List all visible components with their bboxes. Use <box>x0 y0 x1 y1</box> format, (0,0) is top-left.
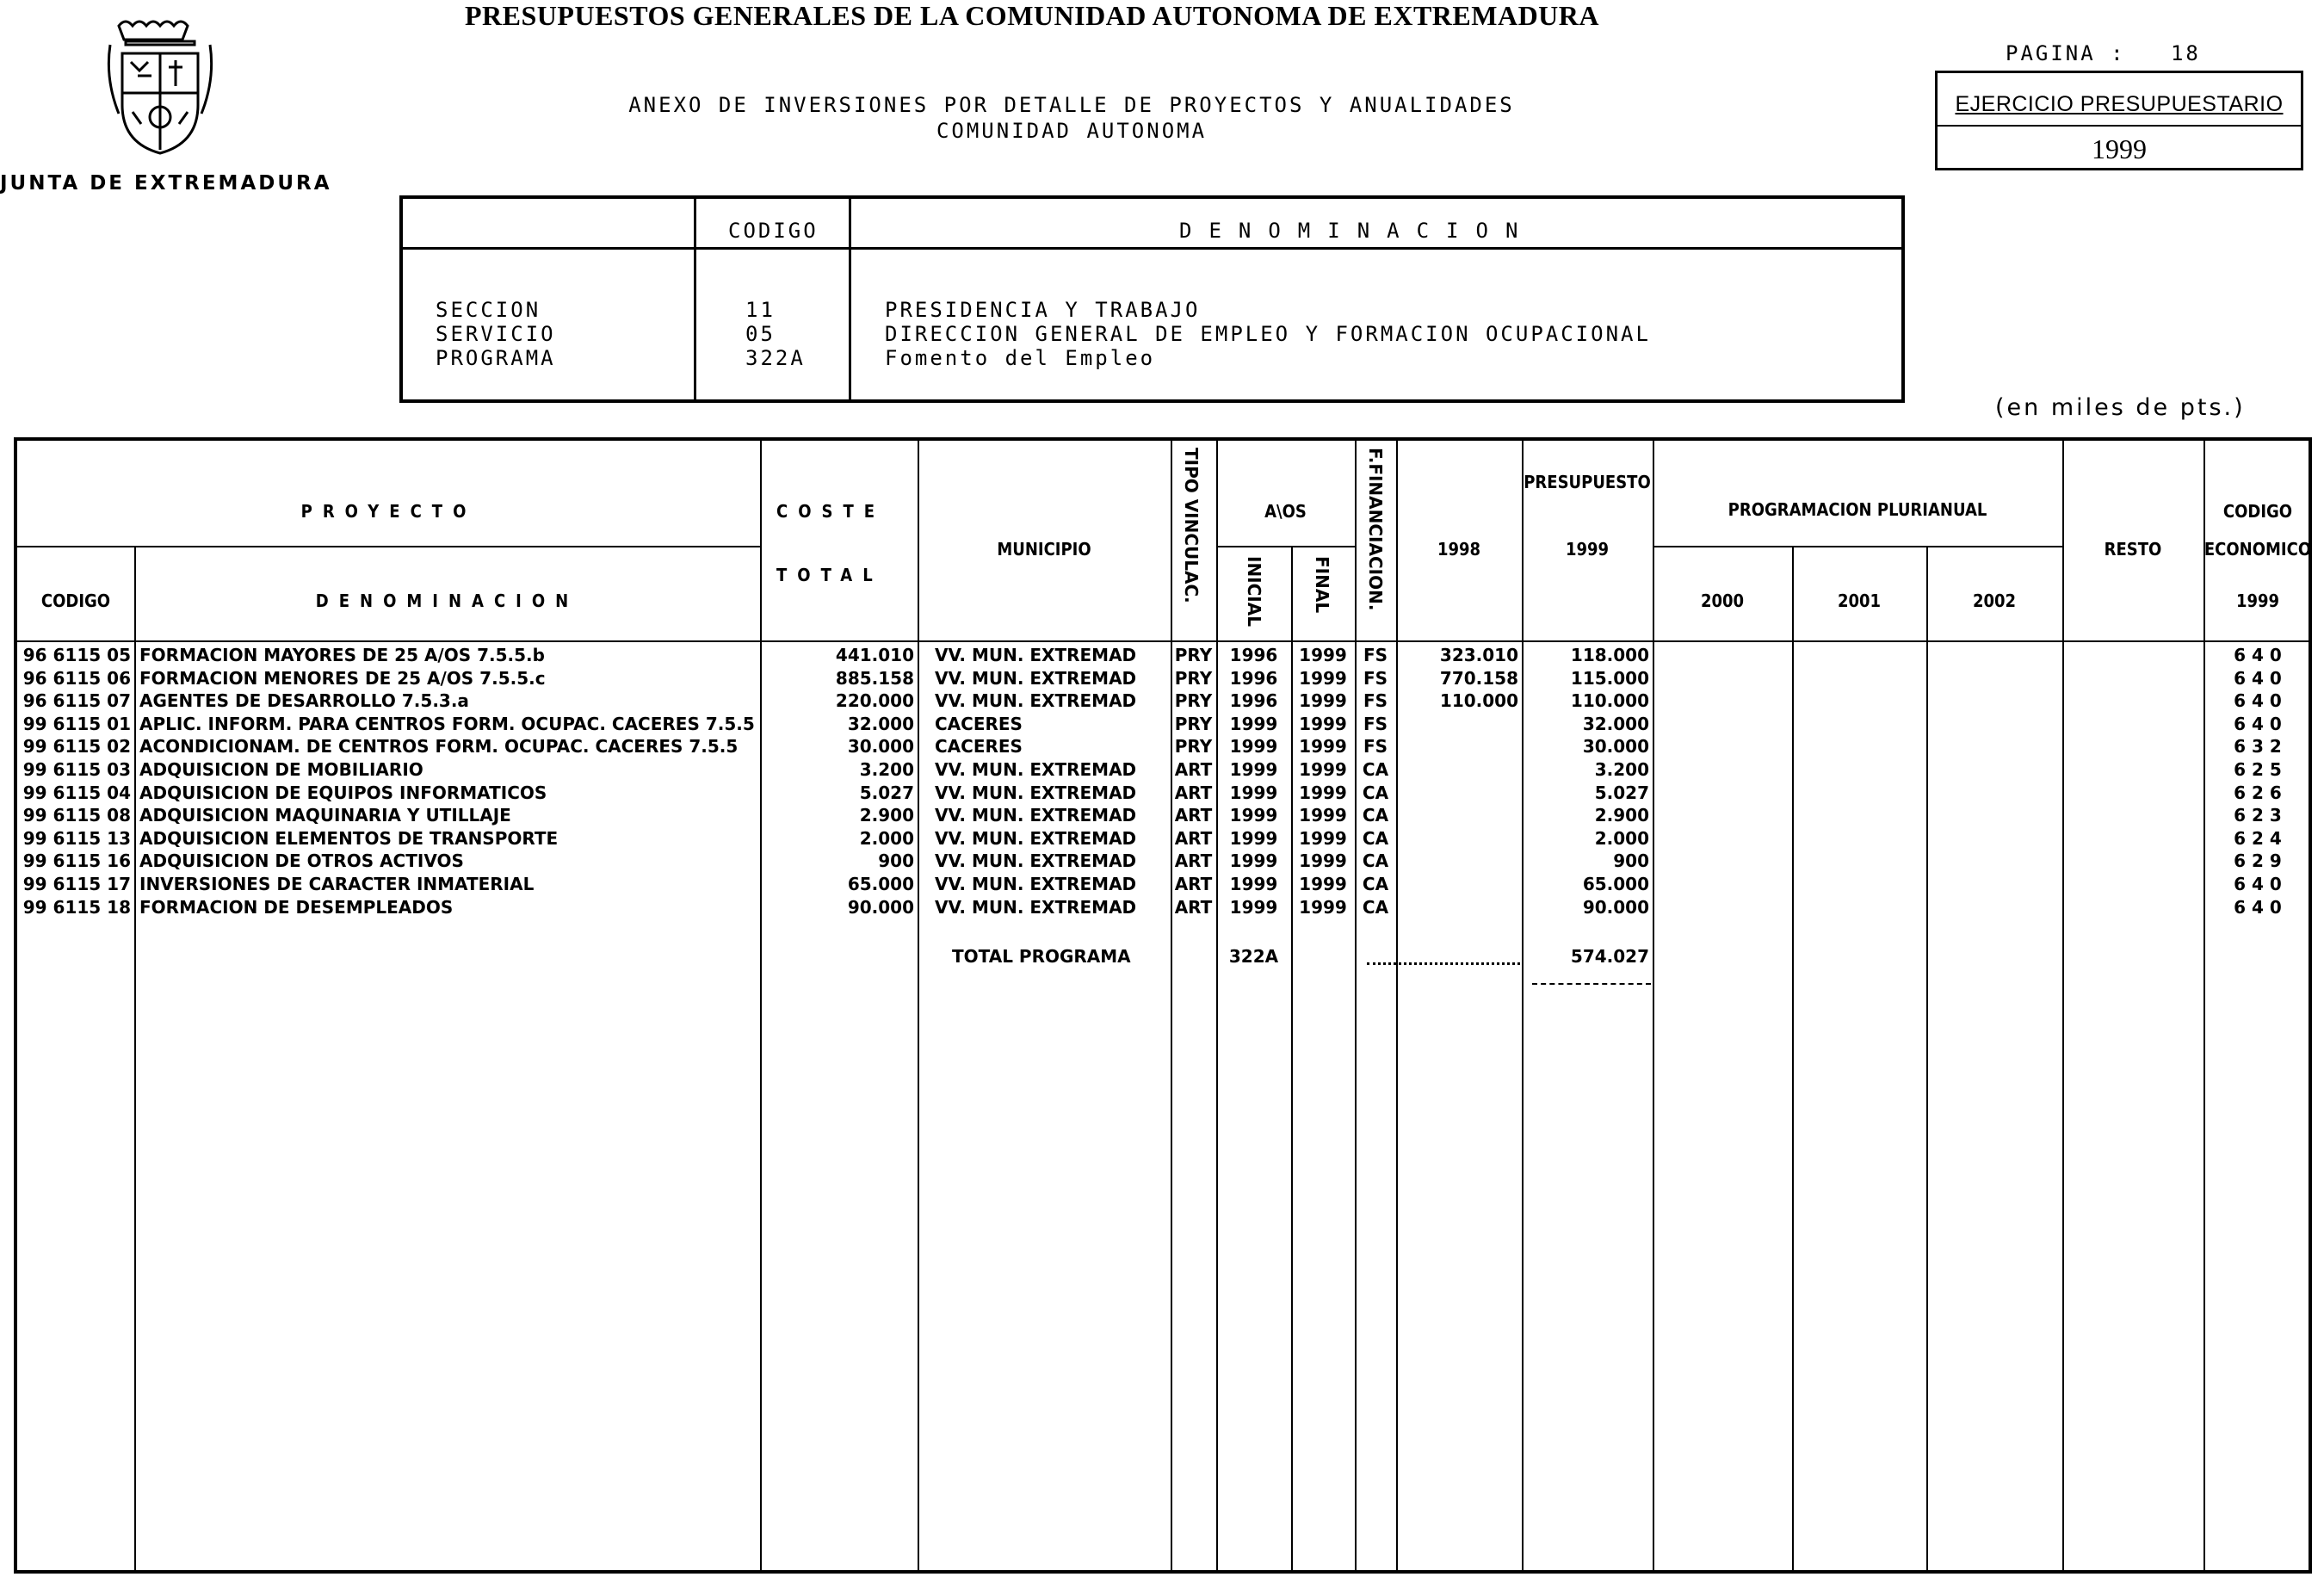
project-denominacion: FORMACION MAYORES DE 25 A/OS 7.5.5.b <box>139 645 545 665</box>
tipo-vinculacion-header: TIPO VINCULAC. <box>1181 448 1202 603</box>
municipio: CACERES <box>935 713 1023 734</box>
coste-total: 65.000 <box>847 874 914 894</box>
programa-label: PROGRAMA <box>436 346 556 370</box>
ano-final: 1999 <box>1299 690 1347 712</box>
table-row <box>17 782 2315 804</box>
importe-1998: 110.000 <box>1439 690 1518 712</box>
table-row <box>17 690 2315 712</box>
fiscal-year-value: 1999 <box>2092 133 2147 164</box>
coat-of-arms-logo <box>107 15 214 160</box>
coste-total: 441.010 <box>835 645 914 665</box>
fuente-financiacion: CA <box>1362 850 1389 872</box>
codigo-economico: 6 4 0 <box>2234 645 2282 665</box>
total-row <box>17 945 2315 968</box>
presupuesto-header: PRESUPUESTO <box>1524 472 1651 492</box>
ano-final: 1999 <box>1299 645 1347 665</box>
fuente-financiacion: CA <box>1362 782 1389 803</box>
presupuesto-1999: 118.000 <box>1570 645 1649 665</box>
project-code: 96 6115 07 <box>22 690 131 712</box>
table-row <box>17 827 2315 850</box>
seccion-code: 11 <box>745 298 776 322</box>
coste-total: 2.000 <box>859 827 914 849</box>
tipo-vinculacion: ART <box>1174 896 1213 918</box>
codigo-economico: 6 4 0 <box>2234 667 2282 689</box>
tipo-vinculacion: PRY <box>1174 736 1213 758</box>
coste-total: 90.000 <box>847 896 914 918</box>
municipio: VV. MUN. EXTREMAD <box>935 645 1137 665</box>
municipio-header: MUNICIPIO <box>997 539 1091 560</box>
project-denominacion: FORMACION DE DESEMPLEADOS <box>139 896 454 918</box>
anos-header: A\OS <box>1264 501 1307 522</box>
seccion-name: PRESIDENCIA Y TRABAJO <box>885 298 1201 322</box>
coste-total: 32.000 <box>847 713 914 734</box>
coste-total: 220.000 <box>835 690 914 712</box>
ano-final: 1999 <box>1299 736 1347 758</box>
project-denominacion: ADQUISICION ELEMENTOS DE TRANSPORTE <box>139 827 559 849</box>
table-row <box>17 896 2315 918</box>
municipio: VV. MUN. EXTREMAD <box>935 667 1137 689</box>
tipo-vinculacion: PRY <box>1174 645 1213 665</box>
project-denominacion: ADQUISICION MAQUINARIA Y UTILLAJE <box>139 805 511 826</box>
codigo-header: CODIGO <box>40 591 111 611</box>
table-row <box>17 735 2315 758</box>
presupuesto-1999: 32.000 <box>1582 713 1649 734</box>
presupuesto-1999: 2.900 <box>1594 805 1649 826</box>
ano-final: 1999 <box>1299 874 1347 894</box>
table-row <box>17 758 2315 781</box>
project-code: 99 6115 02 <box>22 736 131 758</box>
year-2002-header: 2002 <box>1972 591 2017 611</box>
fiscal-year-label: EJERCICIO PRESUPUESTARIO <box>1955 92 2284 116</box>
municipio: VV. MUN. EXTREMAD <box>935 896 1137 918</box>
fuente-financiacion: CA <box>1362 896 1389 918</box>
project-denominacion: INVERSIONES DE CARACTER INMATERIAL <box>139 874 535 894</box>
table-row <box>17 804 2315 826</box>
coste-total: 900 <box>878 850 914 872</box>
coste-total: 3.200 <box>859 759 914 780</box>
ano-inicial: 1999 <box>1229 782 1278 803</box>
ano-final: 1999 <box>1299 759 1347 780</box>
project-code: 99 6115 17 <box>22 874 131 894</box>
codigo-economico: 6 2 4 <box>2234 827 2282 849</box>
ano-final: 1999 <box>1299 896 1347 918</box>
coste-header: COSTE <box>776 501 886 522</box>
codigo-economico: 6 2 5 <box>2234 759 2282 780</box>
ano-inicial: 1999 <box>1229 896 1278 918</box>
project-denominacion: ADQUISICION DE MOBILIARIO <box>139 759 423 780</box>
coste-total: 885.158 <box>835 667 914 689</box>
project-code: 96 6115 06 <box>22 667 131 689</box>
total-leader-dots <box>1367 962 1520 965</box>
final-header: FINAL <box>1312 556 1332 614</box>
tipo-vinculacion: ART <box>1174 827 1213 849</box>
project-denominacion: APLIC. INFORM. PARA CENTROS FORM. OCUPAC. CACERES 7.5.5 <box>139 713 755 734</box>
ano-final: 1999 <box>1299 667 1347 689</box>
project-code: 99 6115 16 <box>22 850 131 872</box>
fuente-financiacion: FS <box>1363 736 1388 758</box>
presupuesto-1999: 900 <box>1613 850 1649 872</box>
ano-inicial: 1996 <box>1229 645 1278 665</box>
codigo-economico-year: 1999 <box>2235 591 2280 611</box>
proyecto-header: PROYECTO <box>300 501 477 522</box>
section-box <box>399 195 1905 403</box>
ano-final: 1999 <box>1299 827 1347 849</box>
project-code: 99 6115 13 <box>22 827 131 849</box>
project-code: 99 6115 08 <box>22 805 131 826</box>
tipo-vinculacion: ART <box>1174 874 1213 894</box>
importe-1998: 323.010 <box>1439 645 1518 665</box>
servicio-name: DIRECCION GENERAL DE EMPLEO Y FORMACION OCUPACIONAL <box>885 322 1651 346</box>
coste-total: 30.000 <box>847 736 914 758</box>
total-program-code: 322A <box>1228 946 1279 967</box>
year-1999-header: 1999 <box>1565 539 1610 560</box>
denominacion-header: DENOMINACION <box>315 591 579 611</box>
organization-name: JUNTA DE EXTREMADURA <box>0 172 332 195</box>
units-note: (en miles de pts.) <box>1995 394 2246 421</box>
codigo-economico: 6 4 0 <box>2234 896 2282 918</box>
codigo-economico: 6 4 0 <box>2234 690 2282 712</box>
municipio: VV. MUN. EXTREMAD <box>935 805 1137 826</box>
section-box-codigo-header: CODIGO <box>728 219 819 243</box>
economico-header: ECONOMICO <box>2203 539 2312 560</box>
project-denominacion: ADQUISICION DE EQUIPOS INFORMATICOS <box>139 782 547 803</box>
ano-final: 1999 <box>1299 713 1347 734</box>
codigo-economico-label: CODIGO <box>2222 501 2293 522</box>
presupuesto-1999: 115.000 <box>1570 667 1649 689</box>
year-2000-header: 2000 <box>1700 591 1745 611</box>
presupuesto-1999: 5.027 <box>1594 782 1649 803</box>
table-row <box>17 873 2315 895</box>
project-code: 99 6115 03 <box>22 759 131 780</box>
page-number: 18 <box>2170 41 2201 65</box>
tipo-vinculacion: ART <box>1174 850 1213 872</box>
project-code: 99 6115 18 <box>22 896 131 918</box>
total-amount: 574.027 <box>1570 946 1649 967</box>
tipo-vinculacion: PRY <box>1174 713 1213 734</box>
tipo-vinculacion: ART <box>1174 759 1213 780</box>
ano-inicial: 1999 <box>1229 850 1278 872</box>
coste-total: 2.900 <box>859 805 914 826</box>
municipio: VV. MUN. EXTREMAD <box>935 850 1137 872</box>
presupuesto-1999: 90.000 <box>1582 896 1649 918</box>
tipo-vinculacion: ART <box>1174 782 1213 803</box>
total-underline <box>1532 983 1651 985</box>
project-code: 99 6115 04 <box>22 782 131 803</box>
fuente-financiacion: CA <box>1362 874 1389 894</box>
municipio: VV. MUN. EXTREMAD <box>935 690 1137 712</box>
page-indicator <box>2006 41 2201 65</box>
fuente-financiacion: FS <box>1363 713 1388 734</box>
subtitle-annex: ANEXO DE INVERSIONES POR DETALLE DE PROYECTOS Y ANUALIDADES <box>628 93 1515 117</box>
servicio-label: SERVICIO <box>436 322 556 346</box>
fuente-financiacion-header: F.FINANCIACION. <box>1365 448 1386 611</box>
ano-final: 1999 <box>1299 850 1347 872</box>
project-denominacion: ADQUISICION DE OTROS ACTIVOS <box>139 850 464 872</box>
fuente-financiacion: CA <box>1362 805 1389 826</box>
ano-inicial: 1999 <box>1229 874 1278 894</box>
investment-table <box>14 437 2312 1574</box>
page-label: PAGINA : <box>2006 41 2126 65</box>
table-row <box>17 850 2315 872</box>
fuente-financiacion: FS <box>1363 667 1388 689</box>
fuente-financiacion: FS <box>1363 645 1388 665</box>
tipo-vinculacion: ART <box>1174 805 1213 826</box>
ano-inicial: 1996 <box>1229 667 1278 689</box>
municipio: VV. MUN. EXTREMAD <box>935 782 1137 803</box>
section-box-denominacion-header: DENOMINACION <box>1179 219 1536 243</box>
presupuesto-1999: 65.000 <box>1582 874 1649 894</box>
document-title: PRESUPUESTOS GENERALES DE LA COMUNIDAD AUTONOMA DE EXTREMADURA <box>465 0 1599 31</box>
year-1998-header: 1998 <box>1437 539 1481 560</box>
programa-code: 322A <box>745 346 806 370</box>
codigo-economico: 6 2 6 <box>2234 782 2282 803</box>
fuente-financiacion: CA <box>1362 827 1389 849</box>
project-denominacion: AGENTES DE DESARROLLO 7.5.3.a <box>139 690 469 712</box>
ano-inicial: 1999 <box>1229 827 1278 849</box>
total-label: TOTAL PROGRAMA <box>952 946 1131 967</box>
resto-header: RESTO <box>2104 539 2162 560</box>
project-code: 99 6115 01 <box>22 713 131 734</box>
municipio: VV. MUN. EXTREMAD <box>935 827 1137 849</box>
codigo-economico: 6 4 0 <box>2234 713 2282 734</box>
seccion-label: SECCION <box>436 298 541 322</box>
ano-final: 1999 <box>1299 782 1347 803</box>
ano-final: 1999 <box>1299 805 1347 826</box>
ano-inicial: 1999 <box>1229 713 1278 734</box>
presupuesto-1999: 3.200 <box>1594 759 1649 780</box>
table-row <box>17 713 2315 735</box>
presupuesto-1999: 30.000 <box>1582 736 1649 758</box>
project-code: 96 6115 05 <box>22 645 131 665</box>
project-denominacion: FORMACION MENORES DE 25 A/OS 7.5.5.c <box>139 667 546 689</box>
inicial-header: INICIAL <box>1244 556 1264 627</box>
municipio: CACERES <box>935 736 1023 758</box>
servicio-code: 05 <box>745 322 776 346</box>
tipo-vinculacion: PRY <box>1174 667 1213 689</box>
subtitle-scope: COMUNIDAD AUTONOMA <box>936 119 1208 143</box>
fiscal-year-box <box>1935 71 2303 170</box>
ano-inicial: 1996 <box>1229 690 1278 712</box>
fuente-financiacion: CA <box>1362 759 1389 780</box>
presupuesto-1999: 110.000 <box>1570 690 1649 712</box>
ano-inicial: 1999 <box>1229 759 1278 780</box>
programa-name: Fomento del Empleo <box>885 346 1156 370</box>
ano-inicial: 1999 <box>1229 805 1278 826</box>
year-2001-header: 2001 <box>1837 591 1882 611</box>
municipio: VV. MUN. EXTREMAD <box>935 759 1137 780</box>
codigo-economico: 6 2 9 <box>2234 850 2282 872</box>
codigo-economico: 6 4 0 <box>2234 874 2282 894</box>
importe-1998: 770.158 <box>1439 667 1518 689</box>
codigo-economico: 6 2 3 <box>2234 805 2282 826</box>
coste-total: 5.027 <box>859 782 914 803</box>
programacion-plurianual-header: PROGRAMACION PLURIANUAL <box>1728 499 1987 520</box>
table-row <box>17 644 2315 666</box>
codigo-economico: 6 3 2 <box>2234 736 2282 758</box>
municipio: VV. MUN. EXTREMAD <box>935 874 1137 894</box>
tipo-vinculacion: PRY <box>1174 690 1213 712</box>
project-denominacion: ACONDICIONAM. DE CENTROS FORM. OCUPAC. CACERES 7.5.5 <box>139 736 739 758</box>
ano-inicial: 1999 <box>1229 736 1278 758</box>
fuente-financiacion: FS <box>1363 690 1388 712</box>
total-header: TOTAL <box>776 565 883 585</box>
table-row <box>17 667 2315 690</box>
presupuesto-1999: 2.000 <box>1594 827 1649 849</box>
